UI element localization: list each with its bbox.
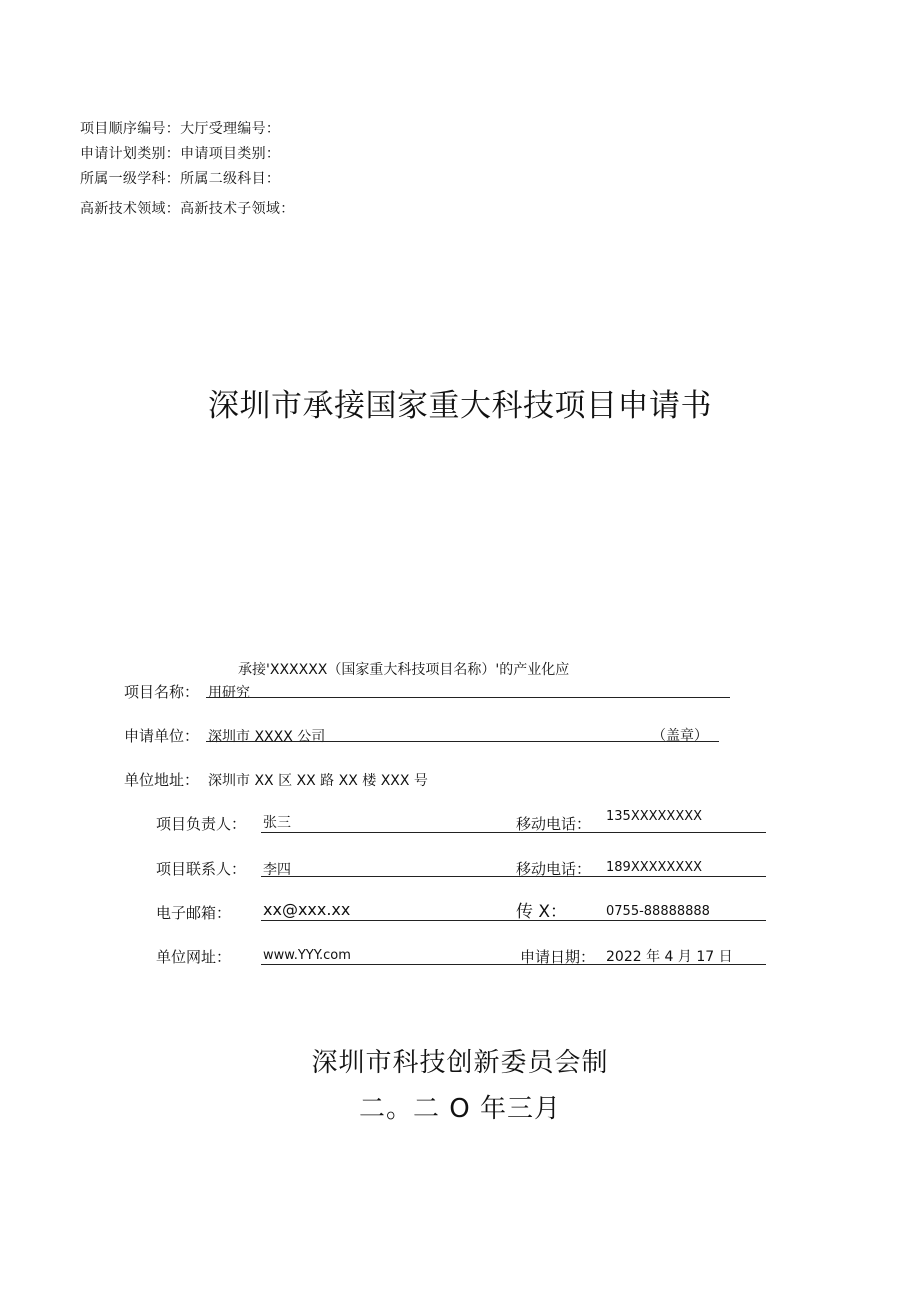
contact-phone-value: 189XXXXXXXX [606,860,703,875]
project-leader-value: 张三 [263,815,291,831]
project-name-label: 项目名称： [124,683,200,701]
website-label: 单位网址： [156,948,232,966]
date-label: 申请日期： [520,948,596,966]
website-value: www.YYY.com [263,948,351,963]
issue-date-line: 二。二 O 年三月 [359,1094,561,1124]
issuer-line: 深圳市科技创新委员会制 [311,1048,609,1078]
applicant-unit-label: 申请单位： [124,727,200,745]
project-leader-label: 项目负责人： [156,815,247,833]
fax-label: 传 X： [516,902,568,922]
project-contact-underline [261,876,766,877]
unit-address-value: 深圳市 XX 区 XX 路 XX 楼 XXX 号 [208,773,428,789]
project-contact-label: 项目联系人： [156,860,247,878]
applicant-unit-value: 深圳市 XXXX 公司 [208,729,326,745]
email-value: xx@xxx.xx [263,900,351,919]
project-name-underline [206,697,730,698]
project-name-value-line1: 承接'XXXXXX（国家重大科技项目名称）'的产业化应 [238,662,570,678]
leader-phone-label: 移动电话： [516,815,592,833]
meta-discipline: 所属一级学科：所属二级科目： [80,171,281,187]
fax-value: 0755-88888888 [606,904,710,919]
applicant-unit-underline [206,741,719,742]
project-leader-underline [261,832,766,833]
project-name-value-line2: 用研究 [208,685,250,701]
email-label: 电子邮箱： [156,904,232,922]
unit-address-label: 单位地址： [124,771,200,789]
meta-tech-field: 高新技术领域：高新技术子领域： [80,201,295,217]
meta-sequence-number: 项目顺序编号：大厅受理编号： [80,121,281,137]
email-underline [261,920,766,921]
stamp-label: （盖章） [652,728,708,744]
meta-plan-category: 申请计划类别：申请项目类别： [80,146,281,162]
website-underline [261,964,766,965]
document-title: 深圳市承接国家重大科技项目申请书 [208,388,712,424]
contact-phone-label: 移动电话： [516,860,592,878]
leader-phone-value: 135XXXXXXXX [606,809,703,824]
date-value: 2022 年 4 月 17 日 [606,949,733,965]
project-contact-value: 李四 [263,862,291,878]
